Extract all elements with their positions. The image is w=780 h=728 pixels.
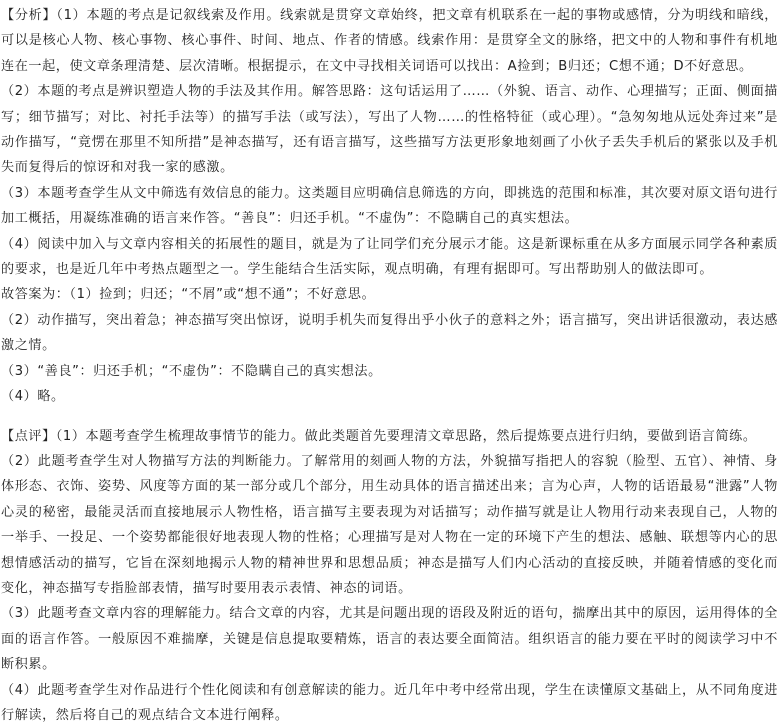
- analysis-paragraph-3: （3）本题考查学生从文中筛选有效信息的能力。这类题目应明确信息筛选的方向，即挑选的范围和标准，其次要对原文语句进行加工概括，用凝练准确的语言来作答。“善良”：归还手机。“不虚伪”：不隐瞒自己的真实想法。: [1, 181, 778, 232]
- comment-section: [1, 424, 778, 728]
- answer-paragraph-2: （2）动作描写，突出着急；神态描写突出惊讶，说明手机失而复得出乎小伙子的意料之外；语言描写，突出讲话很激动，表达感激之情。: [1, 308, 778, 359]
- answer-paragraph-4: （4）略。: [1, 384, 778, 409]
- analysis-paragraph-2: （2）本题的考点是辨识塑造人物的手法及其作用。解答思路：这句话运用了……（外貌、语言、动作、心理描写；正面、侧面描写；细节描写；对比、衬托手法等）的描写手法（或写法），写出了人物……的性格特征（或心理）。“急匆匆地从远处奔过来”是动作描写，“竟愣在那里不知所措”是神态描写，还有语言描写，这些描写方法更形象地刻画了小伙子丢失手机后的紧张以及手机失而复得后的惊讶和对我一家的感激。: [1, 79, 778, 181]
- comment-paragraph-2: （2）此题考查学生对人物描写方法的判断能力。了解常用的刻画人物的方法，外貌描写指把人的容貌（脸型、五官）、神情、身体形态、衣饰、姿势、风度等方面的某一部分或几个部分，用生动具体的语言描述出来；言为心声，人物的话语最易“泄露”人物心灵的秘密，最能灵活而直接地展示人物性格，语言描写主要表现为对话描写；动作描写就是让人物用行动来表现自己，人物的一举手、一投足、一个姿势都能很好地表现人物的性格；心理描写是对人物在一定的环境下产生的想法、感触、联想等内心的思想情感活动的描写，它旨在深刻地揭示人物的精神世界和思想品质；神态是描写人们内心活动的直接反映，并随着情感的变化而变化，神态描写专指脸部表情，描写时要用表示表情、神态的词语。: [1, 449, 778, 601]
- analysis-paragraph-1: 【分析】（1）本题的考点是记叙线索及作用。线索就是贯穿文章始终，把文章有机联系在一起的事物或感情，分为明线和暗线，可以是核心人物、核心事物、核心事件、时间、地点、作者的情感。线索作用：是贯穿全文的脉络，把文中的人物和事件有机地连在一起，使文章条理清楚、层次清晰。根据提示，在文中寻找相关词语可以找出：A捡到；B归还；C想不通；D不好意思。: [1, 3, 778, 79]
- comment-paragraph-1: 【点评】（1）本题考查学生梳理故事情节的能力。做此类题首先要理清文章思路，然后提炼要点进行归纳，要做到语言简练。: [1, 424, 778, 449]
- analysis-paragraph-4: （4）阅读中加入与文章内容相关的拓展性的题目，就是为了让同学们充分展示才能。这是新课标重在从多方面展示同学各种素质的要求，也是近几年中考热点题型之一。学生能结合生活实际，观点明确，有理有据即可。写出帮助别人的做法即可。: [1, 232, 778, 283]
- analysis-section: [1, 3, 778, 410]
- comment-paragraph-3: （3）此题考查文章内容的理解能力。结合文章的内容，尤其是问题出现的语段及附近的语句，揣摩出其中的原因，运用得体的全面的语言作答。一般原因不难揣摩，关键是信息提取要精炼，语言的表达要全面简洁。组织语言的能力要在平时的阅读学习中不断积累。: [1, 601, 778, 677]
- section-spacer: [1, 410, 778, 424]
- answer-paragraph-3: （3）“善良”：归还手机；“不虚伪”：不隐瞒自己的真实想法。: [1, 359, 778, 384]
- answer-paragraph-1: 故答案为：（1）捡到；归还；“不屑”或“想不通”；不好意思。: [1, 282, 778, 307]
- comment-paragraph-4: （4）此题考查学生对作品进行个性化阅读和有创意解读的能力。近几年中考中经常出现，学生在读懂原文基础上，从不同角度进行解读，然后将自己的观点结合文本进行阐释。: [1, 678, 778, 728]
